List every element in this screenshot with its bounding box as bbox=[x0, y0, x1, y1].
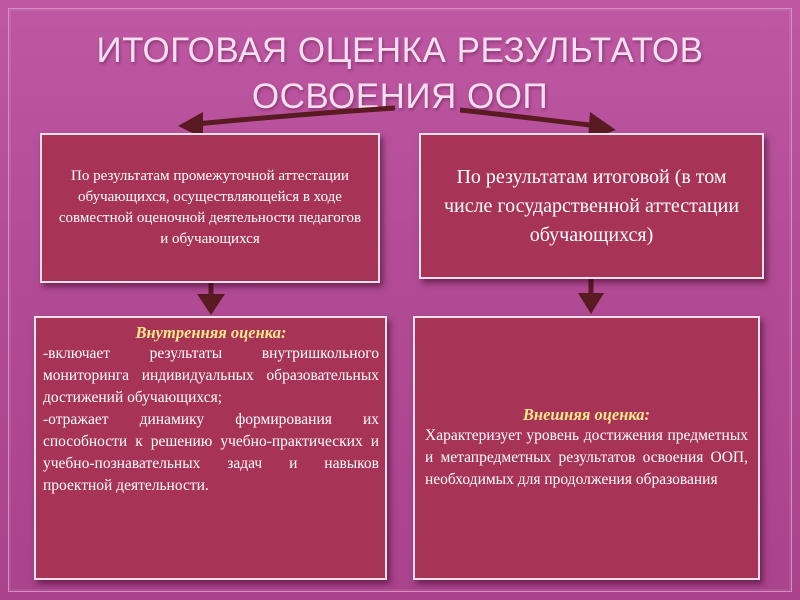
internal-assessment-box bbox=[34, 316, 387, 580]
title-line-2: ОСВОЕНИЯ ООП bbox=[251, 77, 549, 116]
external-assessment-heading: Внешняя оценка: bbox=[522, 405, 651, 424]
page-title bbox=[40, 28, 760, 120]
internal-assessment-heading: Внутренняя оценка: bbox=[135, 323, 287, 342]
external-assessment-text: Характеризует уровень достижения предметных и метапредметных результатов освоения ООП, необходимых для продолжения образования bbox=[425, 427, 748, 488]
final-assessment-box bbox=[419, 133, 764, 279]
title-line-1: ИТОГОВАЯ ОЦЕНКА РЕЗУЛЬТАТОВ bbox=[96, 31, 704, 70]
interim-assessment-box bbox=[40, 133, 380, 283]
external-assessment-box bbox=[413, 316, 760, 580]
internal-assessment-item-1: -включает результаты внутришкольного мониторинга индивидуальных образовательных достижений обучающихся; bbox=[43, 345, 379, 406]
final-assessment-text: По результатам итоговой (в том числе государственной аттестации обучающихся) bbox=[443, 165, 740, 246]
internal-assessment-item-2: -отражает динамику формирования их способности к решению учебно-практических и учебно-познавательных задач и навыков проектной деятельности. bbox=[43, 411, 379, 494]
interim-assessment-text: По результатам промежуточной аттестации обучающихся, осуществляющейся в ходе совместной оценочной деятельности педагогов и обучающихся bbox=[58, 168, 362, 247]
